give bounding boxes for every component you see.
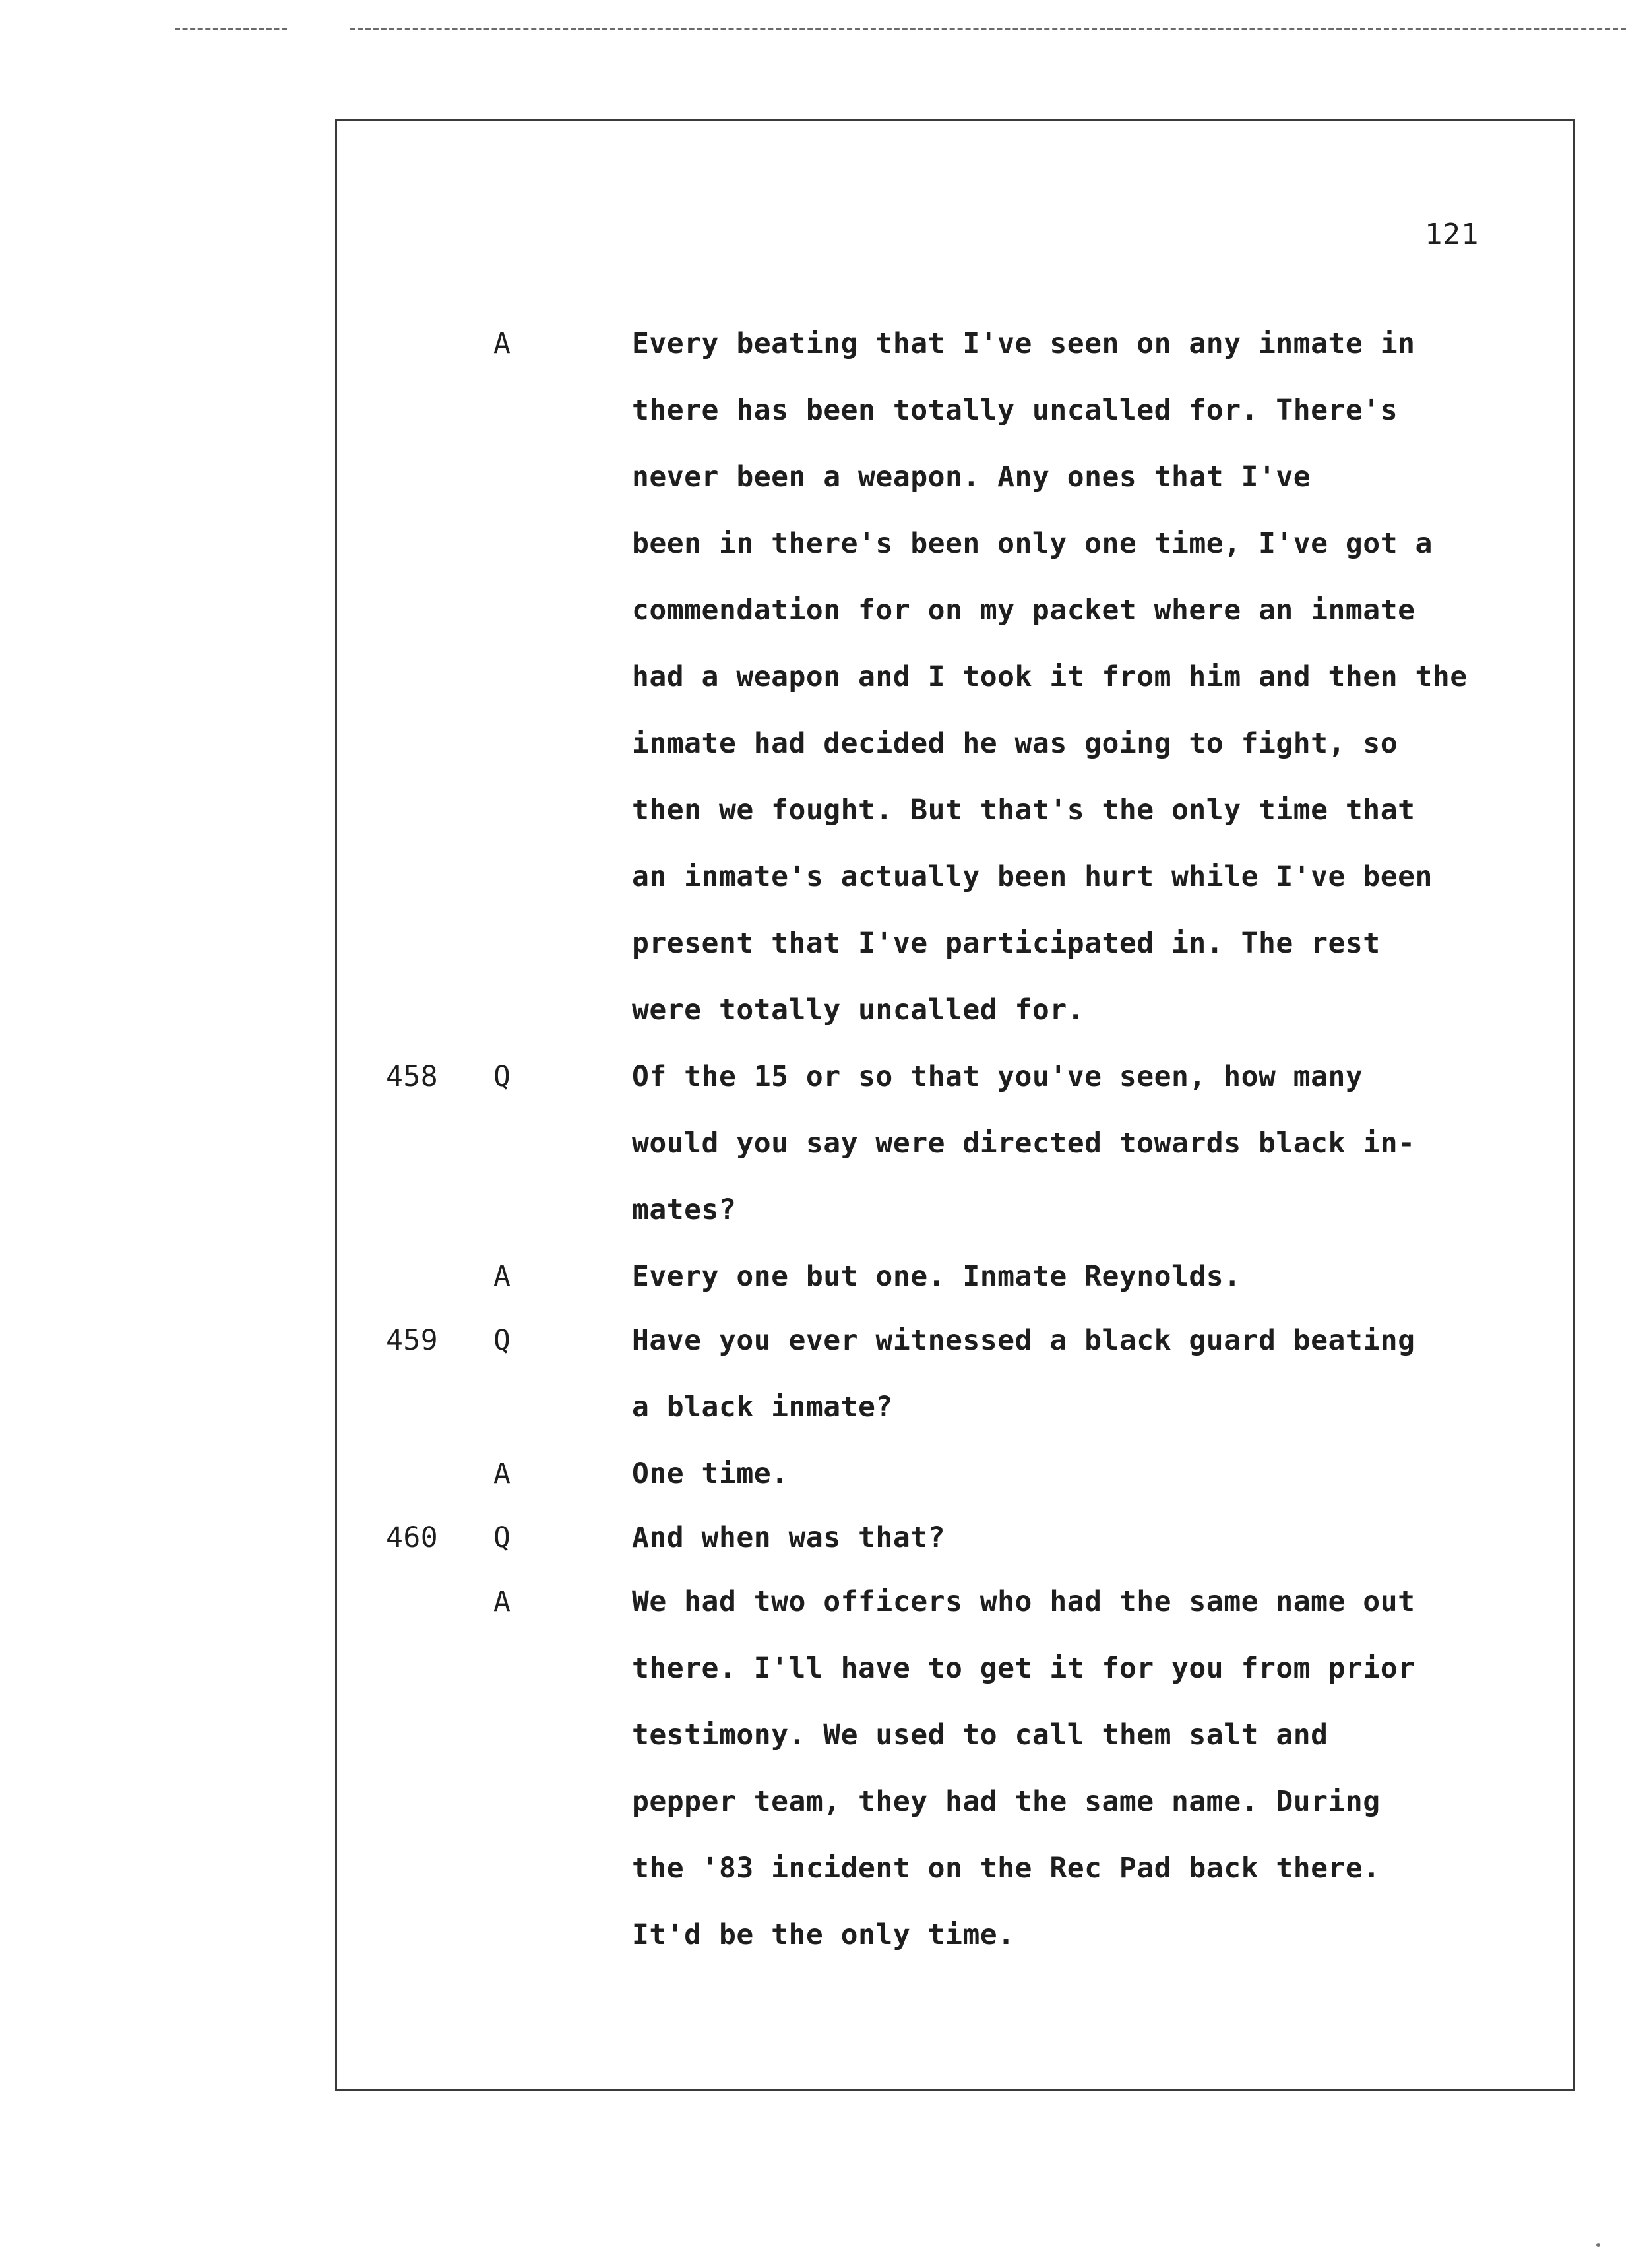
transcript-line: pepper team, they had the same name. During <box>632 1785 1381 1818</box>
transcript-line: It'd be the only time. <box>632 1918 1015 1951</box>
speaker-label: A <box>493 1585 511 1618</box>
transcript-line: been in there's been only one time, I've got a <box>632 527 1433 560</box>
top-dashed-rule <box>350 28 1626 30</box>
page-number: 121 <box>1425 218 1479 251</box>
transcript-line: were totally uncalled for. <box>632 993 1085 1026</box>
transcript-line: would you say were directed towards black in- <box>632 1127 1416 1160</box>
speaker-label: Q <box>493 1324 511 1357</box>
transcript-line: never been a weapon. Any ones that I've <box>632 460 1311 493</box>
speaker-label: Q <box>493 1521 511 1554</box>
transcript-line: And when was that? <box>632 1521 945 1554</box>
transcript-line: commendation for on my packet where an inmate <box>632 594 1416 627</box>
transcript-line: the '83 incident on the Rec Pad back there. <box>632 1852 1381 1885</box>
top-rule-short <box>175 28 287 30</box>
question-number: 459 <box>386 1324 439 1357</box>
transcript-line: Every one but one. Inmate Reynolds. <box>632 1260 1241 1293</box>
transcript-line: there. I'll have to get it for you from prior <box>632 1652 1416 1685</box>
transcript-line: One time. <box>632 1457 789 1490</box>
question-number: 458 <box>386 1060 439 1093</box>
transcript-line: Of the 15 or so that you've seen, how many <box>632 1060 1363 1093</box>
transcript-line: testimony. We used to call them salt and <box>632 1718 1328 1751</box>
transcript-line: had a weapon and I took it from him and then the <box>632 660 1468 693</box>
speaker-label: A <box>493 327 511 360</box>
transcript-line: Every beating that I've seen on any inmate in <box>632 327 1416 360</box>
scan-smudge <box>1596 2243 1600 2247</box>
transcript-line: inmate had decided he was going to fight, so <box>632 727 1398 760</box>
transcript-line: a black inmate? <box>632 1391 893 1424</box>
transcript-line: an inmate's actually been hurt while I've been <box>632 860 1433 893</box>
transcript-line: We had two officers who had the same name out <box>632 1585 1416 1618</box>
speaker-label: A <box>493 1260 511 1293</box>
transcript-line: mates? <box>632 1193 737 1226</box>
speaker-label: Q <box>493 1060 511 1093</box>
transcript-line: then we fought. But that's the only time that <box>632 794 1416 827</box>
transcript-line: present that I've participated in. The rest <box>632 927 1381 960</box>
transcript-line: there has been totally uncalled for. There's <box>632 394 1398 427</box>
speaker-label: A <box>493 1457 511 1490</box>
question-number: 460 <box>386 1521 439 1554</box>
transcript-line: Have you ever witnessed a black guard beating <box>632 1324 1416 1357</box>
